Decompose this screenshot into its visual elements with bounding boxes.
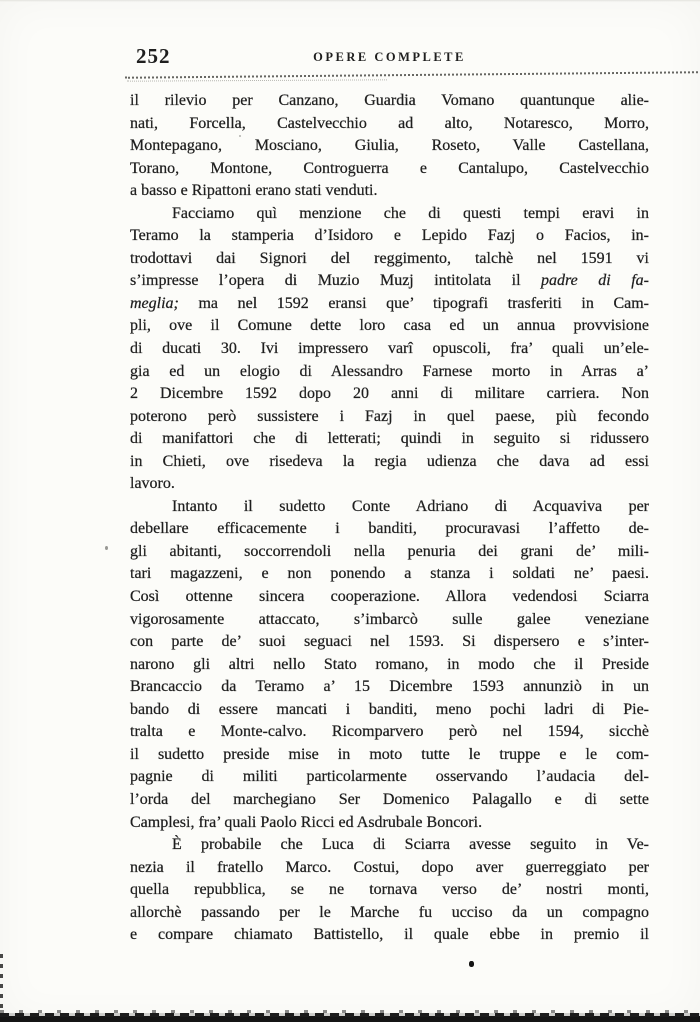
- text-line: [130, 180, 649, 203]
- text-segment: il rilevio per Canzano, Guardia Vomano quantunque alie-: [130, 92, 649, 109]
- text-line: [130, 113, 649, 136]
- text-segment: Brancaccio da Teramo a’ 15 Dicembre 1593 annunziò in un: [130, 678, 649, 696]
- text-segment: narono gli altri nello Stato romano, in modo che il Preside: [130, 655, 649, 673]
- text-segment: 2 Dicembre 1592 dopo 20 anni di militare carriera. Non: [130, 385, 649, 403]
- paragraph: [130, 203, 649, 496]
- text-segment: Facciamo quì menzione che di questi tempi eravi in: [172, 204, 649, 222]
- text-line: [130, 270, 649, 293]
- text-line: [130, 248, 649, 271]
- text-line: [130, 766, 649, 789]
- text-line: [130, 676, 649, 699]
- text-line: [130, 902, 649, 925]
- text-segment: di ducati 30. Ivi impressero varî opuscoli, fra’ quali un’ele-: [130, 340, 649, 358]
- text-line: [130, 857, 649, 880]
- text-segment: gli abitanti, soccorrendoli nella penuria dei grani de’ mili-: [130, 542, 649, 560]
- text-line: [130, 203, 649, 226]
- text-segment: a basso e Ripattoni erano stati venduti.: [130, 182, 378, 200]
- text-segment: tari magazzeni, e non ponendo a stanza i soldati ne’ paesi.: [130, 565, 649, 583]
- header-dotted-rule: [125, 71, 698, 79]
- text-segment: gia ed un elogio di Alessandro Farnese morto in Arras a’: [130, 362, 649, 380]
- text-line: [130, 293, 649, 316]
- text-line: [130, 225, 649, 248]
- text-segment: Torano, Montone, Controguerra e Cantalupo, Castelvecchio: [130, 159, 649, 177]
- text-segment: tralta e Monte-calvo. Ricomparvero però nel 1594, sicchè: [130, 723, 649, 741]
- text-segment: lavoro.: [130, 475, 175, 493]
- text-line: [130, 90, 649, 113]
- text-segment: Intanto il sudetto Conte Adriano di Acquaviva per: [172, 497, 649, 515]
- text-line: [130, 451, 649, 474]
- text-line: [130, 135, 649, 158]
- text-segment: di manifattori che di letterati; quindi in seguito si ridussero: [130, 430, 649, 448]
- text-line: [130, 383, 649, 406]
- text-line: [130, 834, 649, 857]
- ink-speck: [105, 546, 108, 550]
- text-line: [130, 158, 649, 181]
- text-line: [130, 586, 649, 609]
- text-line: [130, 473, 649, 496]
- text-line: [130, 338, 649, 361]
- text-block: [130, 90, 649, 947]
- text-segment: e compare chiamato Battistello, il quale ebbe in premio il: [130, 926, 649, 944]
- paragraph: [130, 496, 649, 834]
- text-line: [130, 812, 649, 835]
- text-segment: allorchè passando per le Marche fu ucciso da un compagno: [130, 903, 649, 921]
- text-segment: nati, Forcella, Castelvecchio ad alto, Notaresco, Morro,: [130, 114, 649, 132]
- text-segment: nezia il fratello Marco. Costui, dopo aver guerreggiato per: [130, 858, 649, 876]
- paragraph: [130, 834, 649, 947]
- text-segment: ma nel 1592 eransi que’ tipografi trasferiti in Cam-: [178, 294, 649, 312]
- text-segment: vigorosamente attaccato, s’imbarcò sulle galee veneziane: [130, 610, 649, 628]
- text-line: [130, 496, 649, 519]
- text-segment: con parte de’ suoi seguaci nel 1593. Si dispersero e s’inter-: [130, 633, 649, 651]
- text-line: [130, 361, 649, 384]
- text-line: [130, 924, 649, 947]
- text-segment: pagnie di militi particolarmente osservando l’audacia del-: [130, 768, 649, 786]
- scan-top-edge: [0, 0, 700, 2]
- italic-text-segment: padre di fa-: [541, 272, 649, 290]
- text-segment: poterono però sussistere i Fazj in quel paese, più fecondo: [130, 407, 649, 425]
- paragraph: [130, 90, 649, 203]
- text-segment: il sudetto preside mise in moto tutte le truppe e le com-: [130, 745, 649, 763]
- text-segment: quella repubblica, se ne tornava verso de’ nostri monti,: [130, 881, 649, 899]
- text-line: [130, 631, 649, 654]
- text-segment: Camplesi, fra’ quali Paolo Ricci ed Asdrubale Boncori.: [130, 813, 483, 831]
- page-number: 252: [136, 44, 171, 68]
- text-line: [130, 789, 649, 812]
- text-line: [130, 609, 649, 632]
- text-segment: pli, ove il Comune dette loro casa ed un annua provvisione: [130, 317, 649, 335]
- running-title: OPERE COMPLETE: [313, 50, 466, 64]
- text-line: [130, 563, 649, 586]
- text-segment: Montepagano, Mosciano, Giulia, Roseto, Valle Castellana,: [130, 137, 649, 155]
- text-line: [130, 428, 649, 451]
- scan-bottom-edge: [0, 1010, 700, 1022]
- text-segment: Teramo la stamperia d’Isidoro e Lepido Fazj o Facios, in-: [130, 227, 649, 245]
- text-line: [130, 406, 649, 429]
- text-segment: È probabile che Luca di Sciarra avesse seguito in Ve-: [172, 836, 649, 854]
- text-line: [130, 699, 649, 722]
- text-segment: s’impresse l’opera di Muzio Muzj intitolata il: [130, 272, 542, 290]
- text-segment: debellare efficacemente i banditi, procuravasi l’affetto de-: [130, 520, 649, 538]
- text-segment: l’orda del marchegiano Ser Domenico Palagallo e di sette: [130, 790, 649, 808]
- scan-left-edge: [0, 954, 3, 1012]
- text-segment: bando di essere mancati i banditi, meno pochi ladri di Pie-: [130, 700, 649, 718]
- text-segment: in Chieti, ove risedeva la regia udienza che dava ad essi: [130, 452, 649, 470]
- text-line: [130, 541, 649, 564]
- ink-speck: [239, 135, 241, 137]
- text-line: [130, 654, 649, 677]
- text-line: [130, 744, 649, 767]
- text-segment: trodottavi dai Signori del reggimento, talchè nel 1591 vi: [130, 249, 649, 267]
- ink-speck: [469, 961, 474, 967]
- italic-text-segment: meglia;: [130, 294, 179, 312]
- text-line: [130, 518, 649, 541]
- text-line: [130, 721, 649, 744]
- header-dotted-rule-echo: [127, 79, 387, 81]
- text-line: [130, 879, 649, 902]
- text-segment: Così ottenne sincera cooperazione. Allora vedendosi Sciarra: [130, 588, 649, 606]
- text-line: [130, 315, 649, 338]
